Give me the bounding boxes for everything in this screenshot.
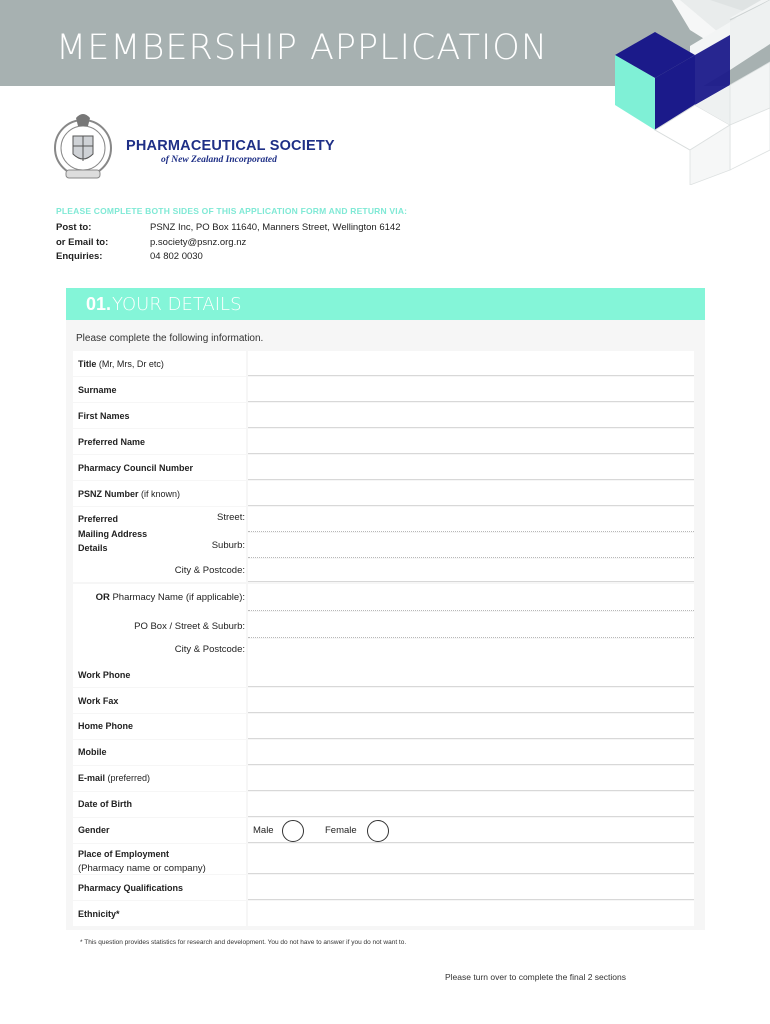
- city-postcode-field-2[interactable]: [248, 639, 694, 664]
- section-number: 01.: [86, 294, 112, 314]
- street-field[interactable]: [248, 507, 694, 532]
- street-label: Street:: [217, 512, 245, 523]
- form-intro: Please complete the following information.: [76, 333, 264, 344]
- gender-label: Gender: [78, 825, 110, 835]
- qualifications-field[interactable]: [248, 875, 694, 900]
- female-radio[interactable]: [367, 820, 389, 842]
- work-fax-field[interactable]: [248, 688, 694, 713]
- contact-label: Enquiries:: [56, 251, 103, 262]
- first-names-field[interactable]: [248, 403, 694, 428]
- ethnicity-label: Ethnicity*: [78, 909, 120, 919]
- pharmacy-name-field[interactable]: [248, 584, 694, 611]
- footnote: * This question provides statistics for research and development. You do not have to answer if you do not want to.: [80, 939, 407, 946]
- page-title: MEMBERSHIP APPLICATION: [56, 28, 549, 68]
- city-postcode-label-2: City & Postcode:: [174, 644, 245, 655]
- title-label: Title (Mr, Mrs, Dr etc): [78, 359, 164, 369]
- employment-field[interactable]: [248, 844, 694, 874]
- surname-label: Surname: [78, 385, 117, 395]
- surname-field[interactable]: [248, 377, 694, 402]
- ethnicity-field[interactable]: [248, 901, 694, 926]
- preferred-name-field[interactable]: [248, 429, 694, 454]
- turn-over-note: Please turn over to complete the final 2 sections: [445, 972, 626, 982]
- first-names-label: First Names: [78, 411, 130, 421]
- city-postcode-field[interactable]: [248, 559, 694, 582]
- work-phone-field[interactable]: [248, 662, 694, 687]
- email-field[interactable]: [248, 766, 694, 791]
- home-phone-field[interactable]: [248, 714, 694, 739]
- psnz-number-label: PSNZ Number (if known): [78, 489, 181, 499]
- crest-logo: [52, 106, 114, 184]
- psnz-number-field[interactable]: [248, 481, 694, 506]
- council-number-label: Pharmacy Council Number: [78, 463, 194, 473]
- contact-value: 04 802 0030: [150, 251, 203, 262]
- qualifications-label: Pharmacy Qualifications: [78, 883, 184, 893]
- pharmacy-name-label: OR Pharmacy Name (if applicable):: [95, 592, 245, 603]
- contact-label: or Email to:: [56, 237, 109, 248]
- cube-decoration: [580, 0, 770, 185]
- mobile-label: Mobile: [78, 747, 107, 757]
- employment-label: Place of Employment (Pharmacy name or company): [78, 849, 206, 874]
- male-radio[interactable]: [282, 820, 304, 842]
- email-label: E-mail (preferred): [78, 773, 151, 783]
- instruction-text: PLEASE COMPLETE BOTH SIDES OF THIS APPLICATION FORM AND RETURN VIA:: [56, 206, 408, 216]
- preferred-name-label: Preferred Name: [78, 437, 146, 447]
- male-label: Male: [253, 825, 274, 836]
- po-box-field[interactable]: [248, 612, 694, 638]
- section-title: YOUR DETAILS: [112, 294, 242, 315]
- mobile-field[interactable]: [248, 740, 694, 765]
- work-phone-label: Work Phone: [78, 670, 131, 680]
- dob-label: Date of Birth: [78, 799, 132, 809]
- title-field[interactable]: [248, 351, 694, 376]
- female-label: Female: [325, 825, 357, 836]
- dob-field[interactable]: [248, 792, 694, 817]
- work-fax-label: Work Fax: [78, 696, 119, 706]
- logo-name: PHARMACEUTICAL SOCIETY: [126, 138, 335, 154]
- contact-label: Post to:: [56, 222, 92, 233]
- po-box-label: PO Box / Street & Suburb:: [134, 621, 245, 632]
- contact-value: PSNZ Inc, PO Box 11640, Manners Street, Wellington 6142: [150, 222, 401, 233]
- suburb-label: Suburb:: [211, 540, 245, 551]
- mailing-address-label: Preferred Mailing Address Details: [78, 514, 148, 553]
- logo-subtitle: of New Zealand Incorporated: [161, 155, 277, 165]
- gender-field: [248, 818, 694, 843]
- contact-value[interactable]: p.society@psnz.org.nz: [150, 237, 247, 248]
- council-number-field[interactable]: [248, 455, 694, 480]
- city-postcode-label: City & Postcode:: [174, 565, 245, 576]
- section-header: [66, 288, 705, 320]
- home-phone-label: Home Phone: [78, 721, 134, 731]
- suburb-field[interactable]: [248, 533, 694, 558]
